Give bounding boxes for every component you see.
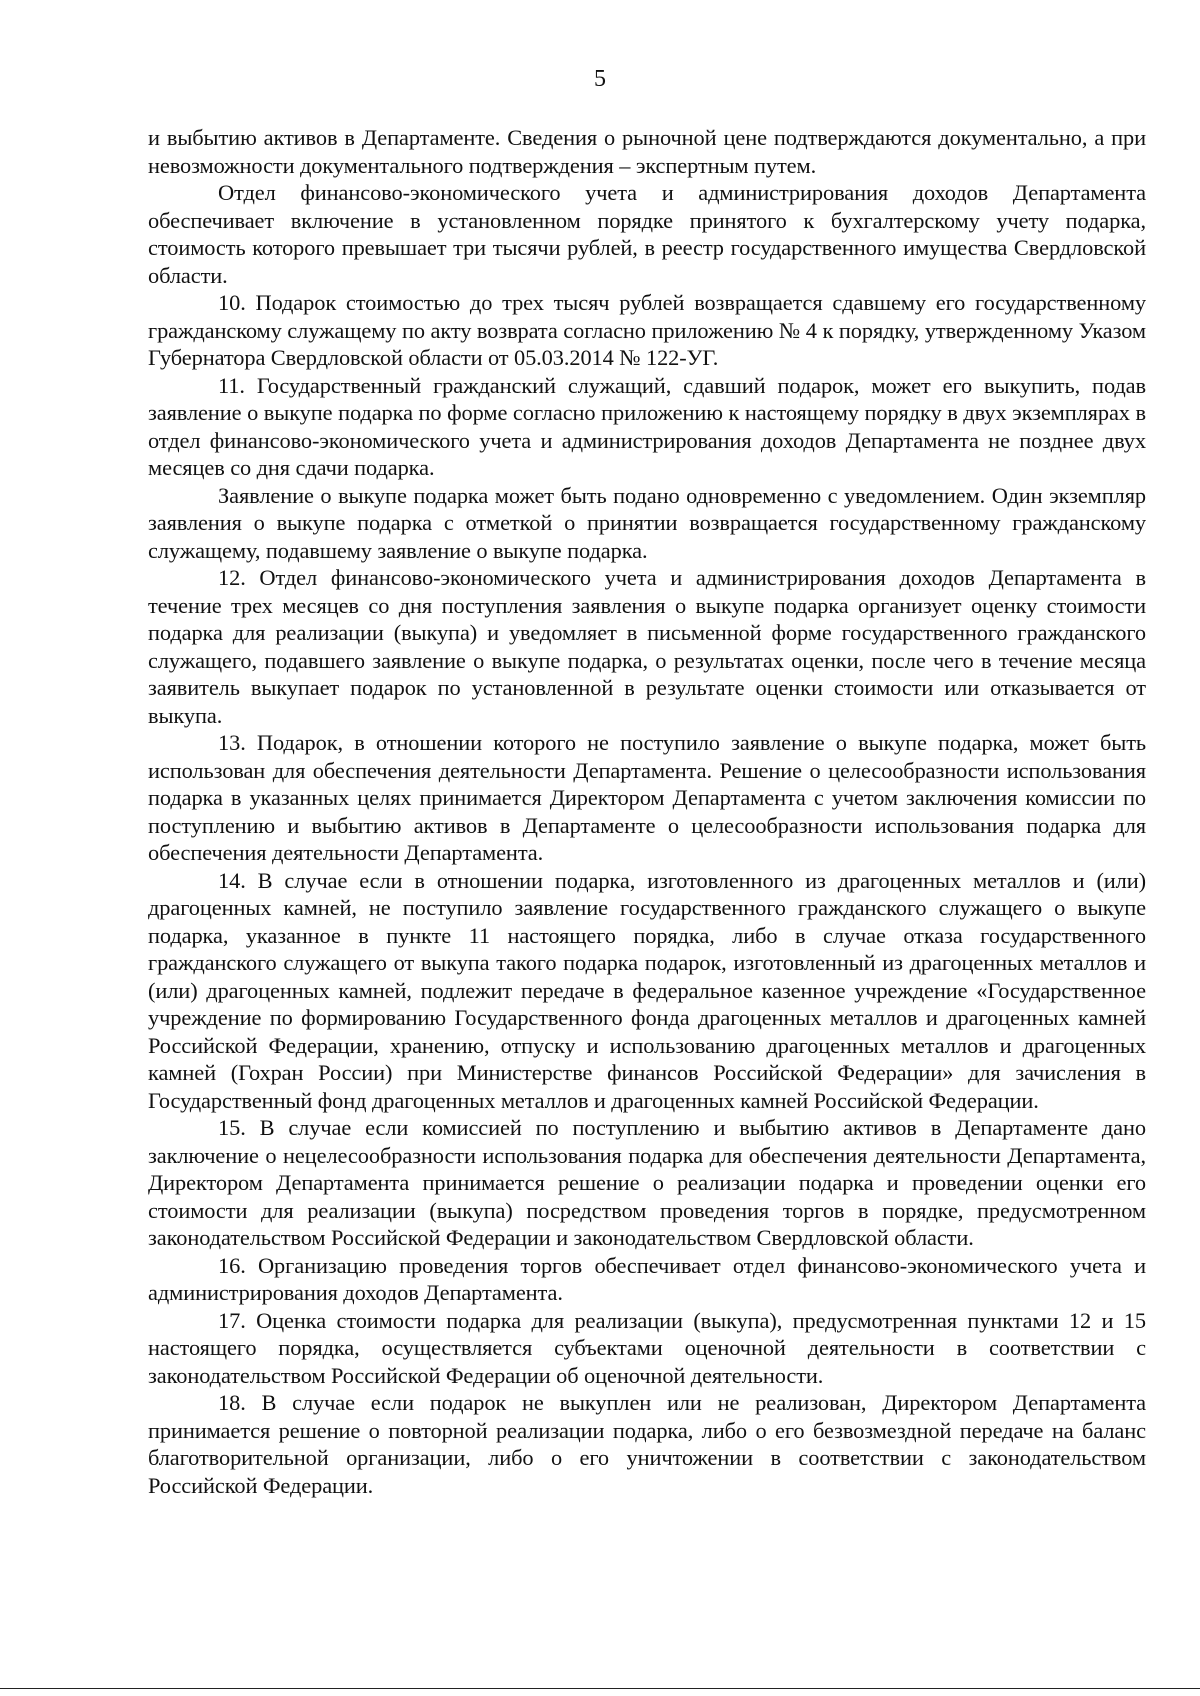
footer-divider xyxy=(0,1688,1200,1689)
paragraph-registry: Отдел финансово-экономического учета и администрирования доходов Департамента обеспечивает включение в установленном порядке принятого к бухгалтерскому учету подарка, стоимость которого превышает три тысячи рублей, в реестр государственного имущества Свердловской области. xyxy=(148,180,1146,288)
paragraph-item-15: 15. В случае если комиссией по поступлению и выбытию активов в Департаменте дано заключение о нецелесообразности использования подарка для обеспечения деятельности Департамента, Директором Департамента принимается решение о реализации подарка и проведении оценки его стоимости для реализации (выкупа) посредством проведения торгов в порядке, предусмотренном законодательством Российской Федерации и законодательством Свердловской области. xyxy=(148,1115,1146,1250)
paragraph-item-12: 12. Отдел финансово-экономического учета и администрирования доходов Департамента в течение трех месяцев со дня поступления заявления о выкупе подарка организует оценку стоимости подарка для реализации (выкупа) и уведомляет в письменной форме государственного гражданского служащего, подавшего заявление о выкупе подарка, о результатах оценки, после чего в течение месяца заявитель выкупает подарок по установленной в результате оценки стоимости или отказывается от выкупа. xyxy=(148,565,1146,728)
paragraph-item-13: 13. Подарок, в отношении которого не поступило заявление о выкупе подарка, может быть использован для обеспечения деятельности Департамента. Решение о целесообразности использования подарка в указанных целях принимается Директором Департамента с учетом заключения комиссии по поступлению и выбытию активов в Департаменте о целесообразности использования подарка для обеспечения деятельности Департамента. xyxy=(148,730,1146,865)
document-body xyxy=(148,124,1146,1499)
paragraph-item-14: 14. В случае если в отношении подарка, изготовленного из драгоценных металлов и (или) драгоценных камней, не поступило заявление государственного гражданского служащего о выкупе подарка, указанное в пункте 11 настоящего порядка, либо в случае отказа государственного гражданского служащего от выкупа такого подарка подарок, изготовленный из драгоценных металлов и (или) драгоценных камней, подлежит передаче в федеральное казенное учреждение «Государственное учреждение по формированию Государственного фонда драгоценных металлов и драгоценных камней Российской Федерации, хранению, отпуску и использованию драгоценных металлов и драгоценных камней (Гохран России) при Министерстве финансов Российской Федерации» для зачисления в Государственный фонд драгоценных металлов и драгоценных камней Российской Федерации. xyxy=(148,867,1146,1113)
paragraph-item-16: 16. Организацию проведения торгов обеспечивает отдел финансово-экономического учета и администрирования доходов Департамента. xyxy=(148,1252,1146,1305)
paragraph-item-17: 17. Оценка стоимости подарка для реализации (выкупа), предусмотренная пунктами 12 и 15 настоящего порядка, осуществляется субъектами оценочной деятельности в соответствии с законодательством Российской Федерации об оценочной деятельности. xyxy=(148,1307,1146,1388)
page-number: 5 xyxy=(594,66,606,92)
paragraph-application: Заявление о выкупе подарка может быть подано одновременно с уведомлением. Один экземпляр заявления о выкупе подарка с отметкой о принятии возвращается государственному гражданскому служащему, подавшему заявление о выкупе подарка. xyxy=(148,482,1146,563)
paragraph-continuation: и выбытию активов в Департаменте. Сведения о рыночной цене подтверждаются документально, а при невозможности документального подтверждения – экспертным путем. xyxy=(148,125,1146,178)
paragraph-item-18: 18. В случае если подарок не выкуплен или не реализован, Директором Департамента принимается решение о повторной реализации подарка, либо о его безвозмездной передаче на баланс благотворительной организации, либо о его уничтожении в соответствии с законодательством Российской Федерации. xyxy=(148,1390,1146,1498)
paragraph-item-10: 10. Подарок стоимостью до трех тысяч рублей возвращается сдавшему его государственному гражданскому служащему по акту возврата согласно приложению № 4 к порядку, утвержденному Указом Губернатора Свердловской области от 05.03.2014 № 122-УГ. xyxy=(148,290,1146,370)
paragraph-item-11: 11. Государственный гражданский служащий, сдавший подарок, может его выкупить, подав заявление о выкупе подарка по форме согласно приложению к настоящему порядку в двух экземплярах в отдел финансово-экономического учета и администрирования доходов Департамента не позднее двух месяцев со дня сдачи подарка. xyxy=(148,372,1146,480)
